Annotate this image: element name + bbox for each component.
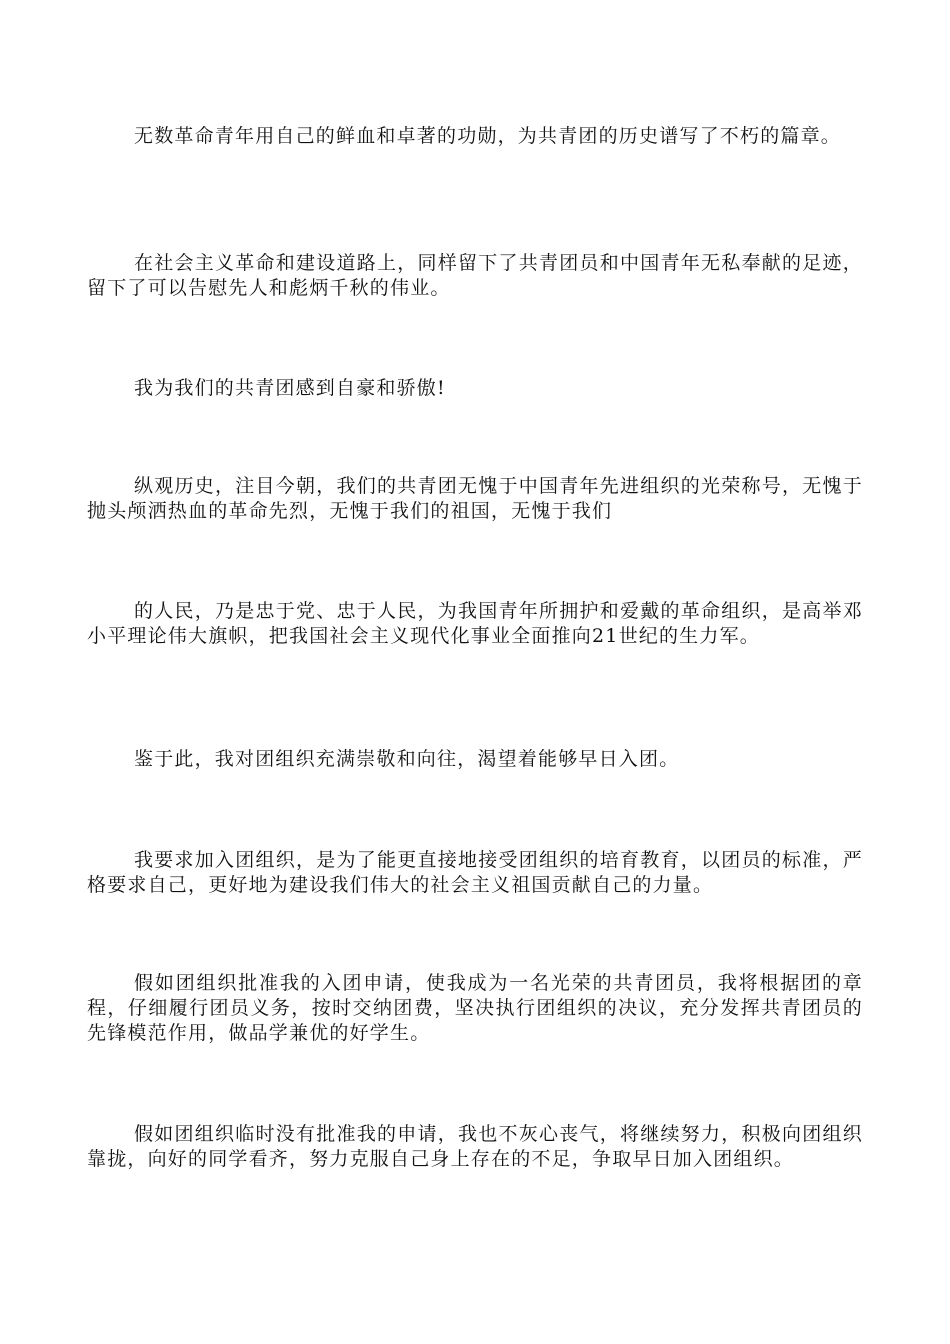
paragraph: 假如团组织临时没有批准我的申请，我也不灰心丧气，将继续努力，积极向团组织靠拢，向好的同学看齐，努力克服自己身上存在的不足，争取早日加入团组织。 (87, 1123, 863, 1170)
paragraph: 无数革命青年用自己的鲜血和卓著的功勋，为共青团的历史谱写了不朽的篇章。 (134, 125, 842, 147)
paragraph: 纵观历史，注目今朝，我们的共青团无愧于中国青年先进组织的光荣称号，无愧于抛头颅洒热血的革命先烈，无愧于我们的祖国，无愧于我们 (87, 475, 863, 522)
paragraph: 在社会主义革命和建设道路上，同样留下了共青团员和中国青年无私奉献的足迹，留下了可以告慰先人和彪炳千秋的伟业。 (87, 252, 863, 299)
paragraph: 我要求加入团组织，是为了能更直接地接受团组织的培育教育，以团员的标准，严格要求自己，更好地为建设我们伟大的社会主义祖国贡献自己的力量。 (87, 849, 863, 896)
paragraph: 的人民，乃是忠于党、忠于人民，为我国青年所拥护和爱戴的革命组织，是高举邓小平理论伟大旗帜，把我国社会主义现代化事业全面推向21世纪的生力军。 (87, 600, 863, 647)
paragraph: 鉴于此，我对团组织充满崇敬和向往，渴望着能够早日入团。 (134, 748, 680, 770)
paragraph: 我为我们的共青团感到自豪和骄傲! (134, 377, 446, 399)
paragraph: 假如团组织批准我的入团申请，使我成为一名光荣的共青团员，我将根据团的章程，仔细履行团员义务，按时交纳团费，坚决执行团组织的决议，充分发挥共青团员的先锋模范作用，做品学兼优的好学生。 (87, 972, 863, 1044)
